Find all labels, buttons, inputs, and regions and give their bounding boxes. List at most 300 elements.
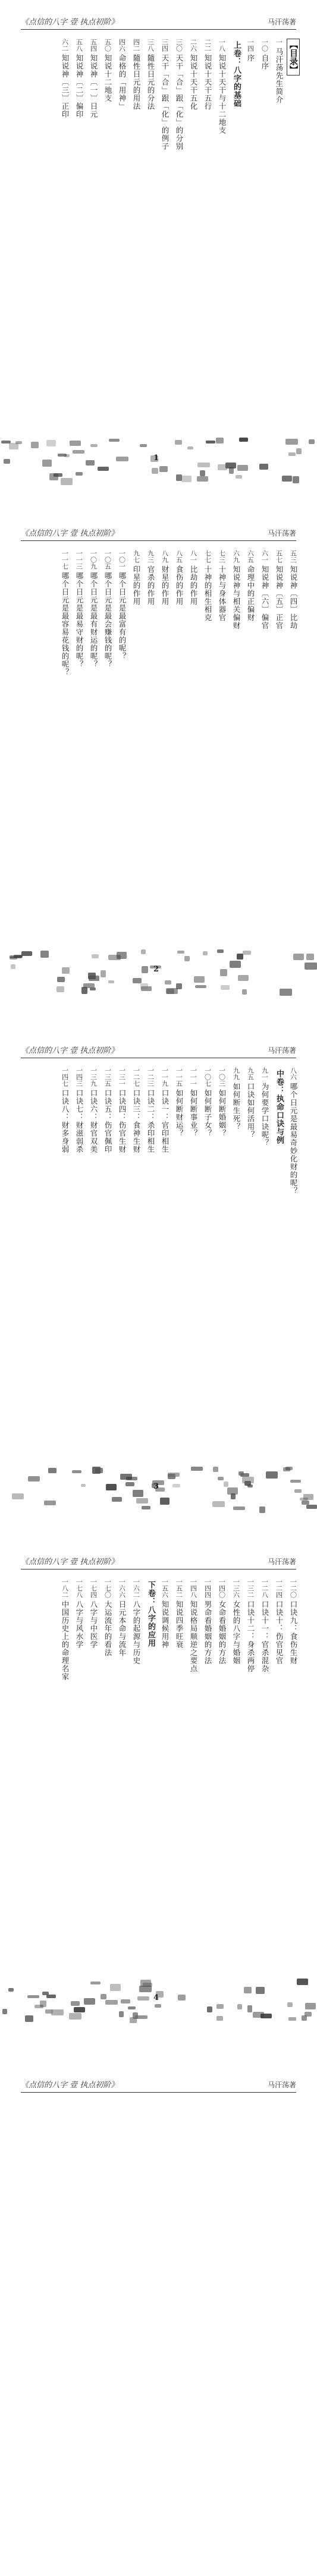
toc-entry-title: 男命看婚姻的方法 — [203, 1600, 212, 1665]
seal-stamp-icon — [305, 2012, 312, 2017]
toc-entry[interactable] — [230, 1578, 242, 1681]
toc-entry[interactable] — [87, 1067, 99, 1195]
toc-entry[interactable] — [230, 1067, 242, 1195]
toc-entry-title: 哪个日元是最会赚钱的呢？ — [103, 572, 112, 668]
seal-stamp-icon — [125, 1482, 134, 1486]
toc-label — [287, 39, 299, 150]
seal-stamp-icon — [116, 457, 128, 461]
toc-entry[interactable] — [159, 550, 171, 677]
toc-entry-title: 口诀五：伤官佩印 — [103, 1089, 112, 1153]
seal-stamp-icon — [70, 441, 81, 446]
toc-entry-title: 知说神〔五〕正官 — [275, 565, 284, 630]
page-1 — [0, 0, 317, 499]
seal-stamp-icon — [306, 1505, 317, 1509]
toc-entry[interactable] — [130, 550, 142, 677]
toc-entry[interactable] — [59, 550, 71, 677]
toc-entry-title: 隨性日元的用法 — [132, 54, 141, 111]
toc-entry-page-number: 三〇 — [175, 39, 183, 52]
toc-entry-title: 口诀三：食神生财 — [132, 1089, 141, 1153]
seal-stamp-icon — [216, 438, 224, 444]
seal-stamp-icon — [62, 967, 70, 974]
toc-entry[interactable] — [145, 550, 156, 677]
toc-entry-title: 十神的相生相克 — [203, 565, 212, 622]
toc-entry[interactable] — [102, 1067, 114, 1195]
toc-entry[interactable] — [59, 39, 71, 150]
toc-entry[interactable] — [216, 1067, 228, 1195]
toc-entry[interactable] — [116, 1067, 128, 1195]
seal-stamp-icon — [266, 1471, 278, 1479]
seal-stamp-icon — [220, 969, 227, 976]
toc-entry-title: 印星的作用 — [132, 565, 141, 606]
toc-entry-title: 如何断生死？ — [232, 1083, 241, 1131]
toc-entry-title: 口诀十一：官杀混杂 — [260, 1600, 269, 1673]
toc-entry-title: 财星的作用 — [161, 565, 170, 606]
toc-entry-title: 口诀十二：身杀两停 — [246, 1600, 255, 1673]
seal-stamp-icon — [51, 2009, 64, 2015]
seal-stamp-icon — [293, 476, 299, 483]
toc-entry[interactable] — [173, 1067, 185, 1195]
toc-entry[interactable] — [59, 1578, 71, 1681]
page-footer-decoration — [0, 1465, 317, 1513]
seal-stamp-icon — [48, 1468, 57, 1473]
seal-stamp-icon — [237, 2004, 242, 2009]
seal-stamp-icon — [259, 1506, 265, 1513]
toc-entry-page-number: 五七 — [275, 550, 283, 563]
toc-entry[interactable] — [244, 1578, 256, 1681]
seal-stamp-icon — [187, 446, 193, 449]
toc-entry-page-number: 一〇一 — [118, 550, 126, 570]
toc-entry[interactable] — [187, 1578, 199, 1681]
seal-stamp-icon — [237, 954, 243, 960]
seal-stamp-icon — [44, 1501, 56, 1505]
seal-stamp-icon — [181, 476, 192, 482]
toc-entry[interactable] — [244, 39, 256, 150]
toc-entry-title: 上卷：八字的基础 — [232, 41, 241, 108]
seal-stamp-icon — [213, 1467, 218, 1472]
seal-stamp-icon — [195, 985, 206, 988]
seal-stamp-icon — [203, 951, 208, 955]
toc-entry[interactable] — [259, 1578, 271, 1681]
toc-entry-title: 知说调候用神 — [161, 1600, 170, 1649]
toc-entry[interactable] — [273, 39, 285, 150]
seal-stamp-icon — [74, 2007, 85, 2012]
author-name: 马汗荡著 — [267, 2081, 296, 2089]
toc-entry[interactable] — [59, 1067, 71, 1195]
seal-stamp-icon — [197, 476, 208, 482]
author-name: 马汗荡著 — [267, 1558, 296, 1566]
toc-entry[interactable] — [287, 1067, 299, 1195]
toc-entry-page-number: 九三 — [146, 550, 155, 563]
seal-stamp-icon — [31, 442, 39, 448]
seal-stamp-icon — [238, 975, 249, 981]
seal-stamp-icon — [283, 1467, 290, 1471]
toc-entry[interactable] — [159, 1578, 171, 1681]
page-4 — [0, 1540, 317, 2039]
toc-entry-title: 口诀二：杀印相生 — [146, 1089, 155, 1153]
seal-stamp-icon — [177, 951, 184, 954]
seal-stamp-icon — [21, 951, 32, 956]
toc-entry-title: 隨性日元的分法 — [146, 54, 155, 111]
toc-entry[interactable] — [102, 1578, 114, 1681]
toc-entry-page-number: 一四 — [246, 39, 255, 52]
seal-stamp-icon — [207, 2006, 212, 2012]
seal-stamp-icon — [89, 976, 99, 981]
toc-entry-page-number: 五三 — [289, 550, 297, 563]
toc-entry[interactable] — [202, 550, 214, 677]
toc-entry[interactable] — [159, 39, 171, 150]
book-title: 《点信的八字 壹 执点初阶》 — [21, 1046, 119, 1055]
toc-entry-page-number: 一七八 — [75, 1578, 83, 1598]
toc-entry[interactable] — [145, 1067, 156, 1195]
seal-stamp-icon — [231, 1493, 236, 1499]
toc-section-heading — [230, 39, 242, 150]
toc-entry-page-number: 八六 — [289, 1067, 297, 1080]
toc-entry-page-number: 六一 — [260, 550, 269, 563]
toc-entry-page-number: 八九 — [161, 550, 169, 563]
toc-entry-page-number: 一一七 — [61, 550, 69, 570]
seal-stamp-icon — [71, 2001, 80, 2006]
toc-entry-title: 哪个日元是最富有的呢？ — [118, 572, 127, 660]
seal-stamp-icon — [106, 1484, 117, 1490]
toc-section-heading — [273, 1067, 285, 1195]
toc-entry-page-number: 一五六 — [161, 1578, 169, 1598]
toc-entry[interactable] — [130, 39, 142, 150]
seal-stamp-icon — [221, 985, 230, 990]
seal-stamp-icon — [27, 1995, 39, 1998]
toc-entry[interactable] — [87, 39, 99, 150]
toc-entry-page-number: 一四〇 — [218, 1578, 226, 1598]
seal-stamp-icon — [247, 2005, 252, 2012]
toc-entry-title: 天干「合」跟「化」的例子 — [161, 54, 170, 150]
seal-stamp-icon — [300, 1498, 308, 1501]
seal-stamp-icon — [160, 1498, 170, 1505]
toc-entry[interactable] — [173, 39, 185, 150]
toc-entry-title: 十神与身体器官 — [218, 565, 227, 622]
seal-stamp-icon — [139, 1986, 152, 1992]
toc-entry-title: 知说格局顺逆之要点 — [189, 1600, 198, 1673]
seal-stamp-icon — [83, 983, 95, 988]
toc-entry-page-number: 一四四 — [203, 1578, 212, 1598]
toc-entry-page-number: 一八二 — [61, 1578, 69, 1598]
page-number: 2 — [153, 965, 159, 974]
toc-entry-title: 中国历史上的命理名家 — [61, 1600, 70, 1681]
seal-stamp-icon — [140, 444, 147, 447]
seal-stamp-icon — [25, 2015, 33, 2022]
toc-entry-title: 口诀四：伤官生财 — [118, 1089, 127, 1153]
seal-stamp-icon — [46, 440, 56, 446]
toc-entry-page-number: 一三九 — [89, 1067, 98, 1087]
toc-entry-page-number: 四六 — [118, 39, 126, 52]
toc-entry[interactable] — [259, 1067, 271, 1195]
toc-entry-title: 马汗荡先生简介 — [275, 48, 284, 104]
toc-entry-page-number: 一七四 — [89, 1578, 98, 1598]
seal-stamp-icon — [90, 1981, 101, 1984]
toc-entry-title: 知说神〔四〕比劫 — [289, 565, 298, 630]
page-3 — [0, 1028, 317, 1528]
seal-stamp-icon — [142, 1506, 150, 1509]
toc-entry-title: 口诀六：财官双美 — [89, 1089, 98, 1153]
toc-entry-title: 知说神与相关偏财 — [232, 565, 241, 630]
seal-stamp-icon — [81, 1484, 86, 1487]
seal-stamp-icon — [155, 2004, 161, 2008]
toc-entry[interactable] — [187, 550, 199, 677]
toc-entry-page-number: 四二 — [132, 39, 140, 52]
toc-entry[interactable] — [273, 550, 285, 677]
seal-stamp-icon — [206, 441, 215, 444]
seal-stamp-icon — [57, 986, 64, 992]
seal-stamp-icon — [4, 459, 10, 464]
seal-stamp-icon — [120, 1474, 132, 1480]
seal-stamp-icon — [76, 472, 83, 476]
toc-entry[interactable] — [102, 550, 114, 677]
author-name: 马汗荡著 — [267, 18, 296, 26]
seal-stamp-icon — [12, 1493, 24, 1499]
toc-entry[interactable] — [287, 550, 299, 677]
seal-stamp-icon — [159, 466, 168, 472]
toc-entry-page-number: 一三二 — [246, 1578, 255, 1598]
toc-entry-page-number: 一一一 — [189, 1067, 197, 1087]
page-header — [21, 1039, 296, 1058]
toc-entry-page-number: 五八 — [75, 39, 83, 52]
toc-entry-page-number: 一二〇 — [289, 1578, 297, 1598]
seal-stamp-icon — [184, 956, 190, 961]
seal-stamp-icon — [305, 963, 317, 970]
seal-stamp-icon — [133, 1490, 143, 1497]
toc-columns — [59, 1578, 299, 1681]
seal-stamp-icon — [101, 1994, 106, 1999]
toc-entry-page-number: 二二 — [203, 39, 212, 52]
toc-entry[interactable] — [173, 1578, 185, 1681]
toc-columns — [59, 1067, 299, 1195]
toc-columns — [59, 550, 299, 677]
seal-stamp-icon — [98, 467, 109, 471]
toc-entry-page-number: 九五 — [246, 1067, 255, 1080]
toc-entry[interactable] — [202, 39, 214, 150]
book-title: 《点信的八字 壹 执点初阶》 — [21, 529, 119, 538]
toc-entry-title: 知说四季旺衰 — [175, 1600, 184, 1649]
toc-entry[interactable] — [216, 550, 228, 677]
seal-stamp-icon — [109, 439, 120, 442]
toc-entry-page-number: 一一五 — [175, 1067, 183, 1087]
toc-entry-page-number: 一六六 — [118, 1578, 126, 1598]
toc-entry[interactable] — [287, 1578, 299, 1681]
seal-stamp-icon — [212, 1501, 225, 1507]
toc-entry-page-number: 一三五 — [103, 1067, 112, 1087]
book-title: 《点信的八字 壹 执点初阶》 — [21, 18, 119, 27]
toc-entry[interactable] — [202, 1067, 214, 1195]
toc-entry-page-number: 一二七 — [132, 1067, 140, 1087]
toc-entry-title: 哪个日元是最易奇妙化财的呢？ — [289, 1083, 298, 1195]
toc-columns — [59, 39, 299, 150]
toc-entry-page-number: 九九 — [232, 1067, 240, 1080]
seal-stamp-icon — [14, 955, 23, 958]
seal-stamp-icon — [168, 1474, 175, 1479]
toc-entry[interactable] — [216, 39, 228, 150]
seal-stamp-icon — [128, 2006, 136, 2009]
toc-entry-title: 命格的「用神」 — [118, 54, 127, 111]
toc-entry[interactable] — [230, 550, 242, 677]
toc-entry-title: 如何断婚姻？ — [218, 1089, 227, 1137]
seal-stamp-icon — [165, 980, 171, 985]
toc-entry[interactable] — [73, 1067, 85, 1195]
toc-entry-title: 哪个日元是最易守财的呢？ — [75, 572, 84, 668]
seal-stamp-icon — [57, 977, 65, 982]
toc-entry[interactable] — [244, 550, 256, 677]
author-name: 马汗荡著 — [267, 529, 296, 537]
toc-entry[interactable] — [116, 1578, 128, 1681]
seal-stamp-icon — [216, 2004, 224, 2009]
toc-entry[interactable] — [259, 550, 271, 677]
toc-entry[interactable] — [187, 39, 199, 150]
toc-entry[interactable] — [216, 1578, 228, 1681]
toc-entry-title: 天干「合」跟「化」的分别 — [175, 54, 184, 150]
seal-stamp-icon — [256, 1987, 265, 1994]
seal-stamp-icon — [108, 955, 121, 960]
toc-entry-page-number: 一〇七 — [203, 1067, 212, 1087]
seal-stamp-icon — [242, 1477, 254, 1483]
toc-entry-title: 食伤的作用 — [175, 565, 184, 606]
seal-stamp-icon — [42, 460, 52, 467]
toc-entry[interactable] — [145, 39, 156, 150]
toc-entry[interactable] — [159, 1067, 171, 1195]
seal-stamp-icon — [73, 450, 84, 454]
seal-stamp-icon — [11, 964, 15, 969]
toc-entry-title: 知说十二地支 — [103, 54, 112, 102]
toc-entry-page-number: 一三一 — [118, 1067, 126, 1087]
toc-entry[interactable] — [187, 1067, 199, 1195]
toc-entry[interactable] — [273, 1578, 285, 1681]
seal-stamp-icon — [49, 473, 58, 480]
toc-entry-page-number: 一〇三 — [218, 1067, 226, 1087]
book-title: 《点信的八字 壹 执点初阶》 — [21, 2081, 119, 2090]
seal-stamp-icon — [302, 1501, 309, 1505]
seal-stamp-icon — [92, 954, 99, 958]
seal-stamp-icon — [287, 2002, 293, 2007]
toc-entry-page-number: 一 — [275, 39, 283, 45]
seal-stamp-icon — [239, 438, 248, 442]
toc-entry-title: 官杀的作用 — [146, 565, 155, 606]
seal-stamp-icon — [178, 1995, 186, 2001]
toc-entry-page-number: 一七〇 — [103, 1578, 112, 1598]
seal-stamp-icon — [288, 452, 296, 456]
seal-stamp-icon — [110, 1984, 121, 1991]
seal-stamp-icon — [15, 441, 22, 444]
seal-stamp-icon — [238, 1471, 244, 1476]
toc-entry[interactable] — [130, 1067, 142, 1195]
seal-stamp-icon — [101, 970, 106, 977]
toc-entry[interactable] — [130, 1578, 142, 1681]
seal-stamp-icon — [90, 444, 98, 447]
toc-entry-title: 哪个日元是最容易花钱的呢？ — [61, 572, 70, 677]
seal-stamp-icon — [293, 954, 304, 960]
toc-entry-page-number: 一六二 — [132, 1578, 140, 1598]
seal-stamp-icon — [280, 989, 292, 996]
seal-stamp-icon — [230, 961, 241, 968]
toc-entry-title: 中卷：执命口诀与例 — [275, 1070, 284, 1144]
seal-stamp-icon — [42, 1992, 49, 1995]
toc-entry[interactable] — [116, 550, 128, 677]
toc-entry-title: 知说神〔二〕偏印 — [75, 54, 84, 118]
seal-stamp-icon — [40, 951, 49, 958]
toc-entry[interactable] — [87, 550, 99, 677]
seal-stamp-icon — [200, 470, 205, 476]
toc-entry[interactable] — [202, 1578, 214, 1681]
toc-entry-title: 口诀九：食伤生财 — [289, 1600, 298, 1665]
toc-entry-page-number: 五〇 — [103, 39, 112, 52]
seal-stamp-icon — [242, 989, 247, 995]
toc-entry-title: 口诀一：官印相生 — [161, 1089, 170, 1153]
author-name: 马汗荡著 — [267, 1046, 296, 1055]
seal-stamp-icon — [133, 2012, 138, 2019]
seal-stamp-icon — [28, 1476, 40, 1482]
toc-entry[interactable] — [116, 39, 128, 150]
toc-entry[interactable] — [73, 1578, 85, 1681]
seal-stamp-icon — [218, 1477, 224, 1480]
toc-entry-page-number: 一二三 — [146, 1067, 155, 1087]
page-number: 4 — [153, 1993, 159, 2002]
seal-stamp-icon — [285, 439, 298, 445]
seal-stamp-icon — [237, 465, 248, 471]
toc-entry[interactable] — [244, 1067, 256, 1195]
toc-entry-page-number: 一〇九 — [89, 550, 98, 570]
toc-entry[interactable] — [73, 39, 85, 150]
seal-stamp-icon — [218, 464, 227, 470]
toc-entry-page-number: 一二四 — [275, 1578, 283, 1598]
toc-entry-page-number: 六五 — [246, 550, 255, 563]
page-5 — [0, 2063, 317, 2576]
toc-entry-page-number: 三八 — [146, 39, 155, 52]
toc-entry-title: 女命看婚姻的方法 — [218, 1600, 227, 1665]
toc-entry[interactable] — [87, 1578, 99, 1681]
toc-entry-page-number: 一〇五 — [103, 550, 112, 570]
seal-stamp-icon — [72, 1470, 81, 1473]
toc-entry-page-number: 一二八 — [260, 1578, 269, 1598]
toc-entry-page-number: 一八 — [218, 39, 226, 52]
seal-stamp-icon — [119, 2011, 124, 2017]
page-header — [21, 1550, 296, 1569]
seal-stamp-icon — [260, 2014, 272, 2018]
toc-entry-title: 知说神〔一〕日元 — [89, 54, 98, 118]
page-header — [21, 11, 296, 30]
toc-title: 【目录】 — [287, 39, 300, 76]
toc-entry[interactable] — [173, 550, 185, 677]
seal-stamp-icon — [2, 2009, 7, 2014]
toc-entry-title: 知说十天干与十二地支 — [218, 54, 227, 134]
page-header — [21, 522, 296, 541]
seal-stamp-icon — [167, 989, 174, 994]
toc-entry-page-number: 七七 — [203, 550, 212, 563]
seal-stamp-icon — [305, 2003, 316, 2009]
seal-stamp-icon — [309, 439, 315, 444]
toc-entry-page-number: 六二 — [61, 39, 69, 52]
toc-entry-title: 为何要学口诀呢？ — [260, 1083, 269, 1147]
seal-stamp-icon — [217, 949, 224, 953]
seal-stamp-icon — [136, 1498, 148, 1504]
seal-stamp-icon — [176, 474, 182, 481]
toc-entry[interactable] — [102, 39, 114, 150]
page-footer-decoration — [0, 1977, 317, 2024]
toc-entry[interactable] — [259, 39, 271, 150]
toc-entry-title: 大运流年的看法 — [103, 1600, 112, 1657]
toc-entry[interactable] — [73, 550, 85, 677]
seal-stamp-icon — [86, 460, 95, 465]
seal-stamp-icon — [290, 1480, 301, 1483]
toc-entry-page-number: 一〇 — [260, 39, 269, 52]
seal-stamp-icon — [141, 986, 152, 991]
seal-stamp-icon — [105, 2000, 118, 2005]
toc-entry-title: 哪个日元是最有财运的呢？ — [89, 572, 98, 668]
toc-entry-page-number: 二六 — [189, 39, 197, 52]
